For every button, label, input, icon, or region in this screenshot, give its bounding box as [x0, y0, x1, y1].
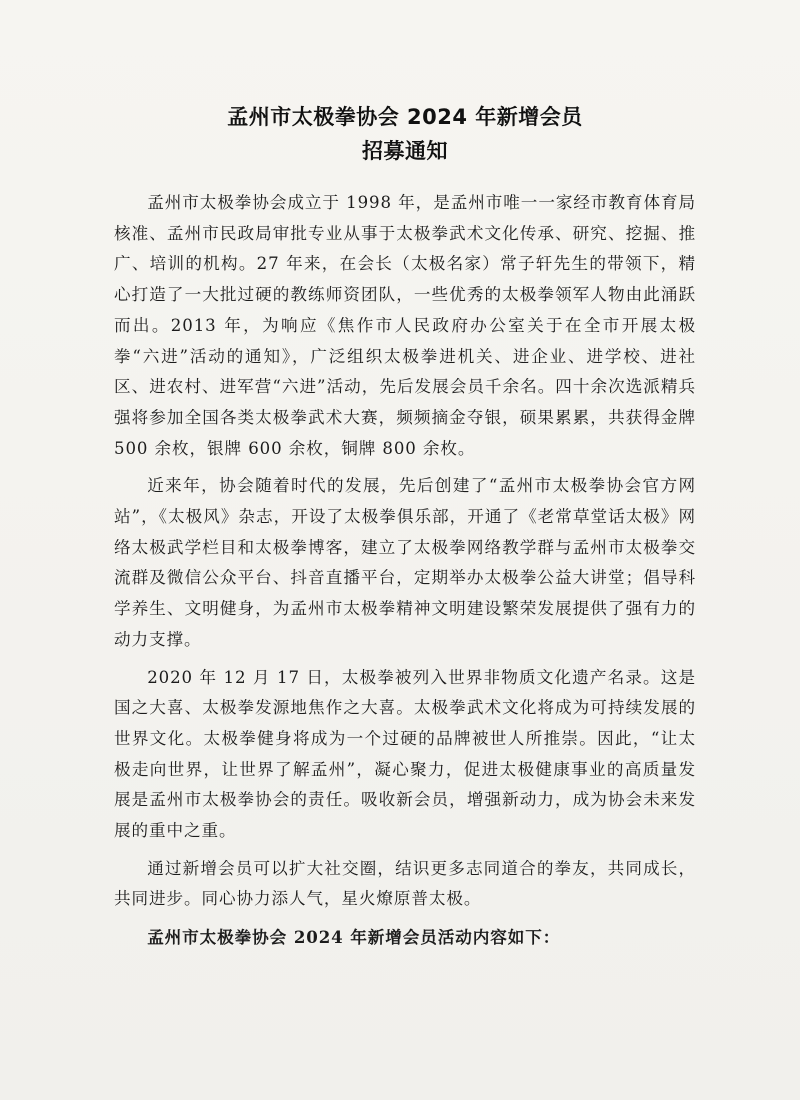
- title-line-1: 孟州市太极拳协会 2024 年新增会员: [227, 105, 583, 129]
- paragraph-membership-benefits: 通过新增会员可以扩大社交圈，结识更多志同道合的拳友，共同成长，共同进步。同心协力添人气，星火燎原普太极。: [114, 858, 696, 909]
- title-line-2: 招募通知: [362, 139, 448, 163]
- notice-title: [114, 100, 696, 168]
- notice-body: [114, 188, 696, 953]
- paragraph-founding: 孟州市太极拳协会成立于 1998 年，是孟州市唯一一家经市教育体育局核准、孟州市民政局审批专业从事于太极拳武术文化传承、研究、挖掘、推广、培训的机构。27 年来，在会长（太极名家）常子轩先生的带领下，精心打造了一大批过硬的教练师资团队，一些优秀的太极拳领军人物由此涌跃而出。2013 年，为响应《焦作市人民政府办公室关于在全市开展太极拳“六进”活动的通知》，广泛组织太极拳进机关、进企业、进学校、进社区、进农村、进军营“六进”活动，先后发展会员千余名。四十余次选派精兵强将参加全国各类太极拳武术大赛，频频摘金夺银，硕果累累，共获得金牌 500 余枚，银牌 600 余枚，铜牌 800 余枚。: [114, 193, 696, 458]
- activity-content-heading: 孟州市太极拳协会 2024 年新增会员活动内容如下：: [147, 927, 561, 948]
- paragraph-recent-years: 近来年，协会随着时代的发展，先后创建了“孟州市太极拳协会官方网站”，《太极风》杂志，开设了太极拳俱乐部，开通了《老常草堂话太极》网络太极武学栏目和太极拳博客，建立了太极拳网络教学群与孟州市太极拳交流群及微信公众平台、抖音直播平台，定期举办太极拳公益大讲堂；倡导科学养生、文明健身，为孟州市太极拳精神文明建设繁荣发展提供了强有力的动力支撑。: [114, 476, 696, 649]
- paragraph-heritage: 2020 年 12 月 17 日，太极拳被列入世界非物质文化遗产名录。这是国之大喜、太极拳发源地焦作之大喜。太极拳武术文化将成为可持续发展的世界文化。太极拳健身将成为一个过硬的品牌被世人所推崇。因此，“让太极走向世界，让世界了解孟州”，凝心聚力，促进太极健康事业的高质量发展是孟州市太极拳协会的责任。吸收新会员，增强新动力，成为协会未来发展的重中之重。: [114, 667, 696, 841]
